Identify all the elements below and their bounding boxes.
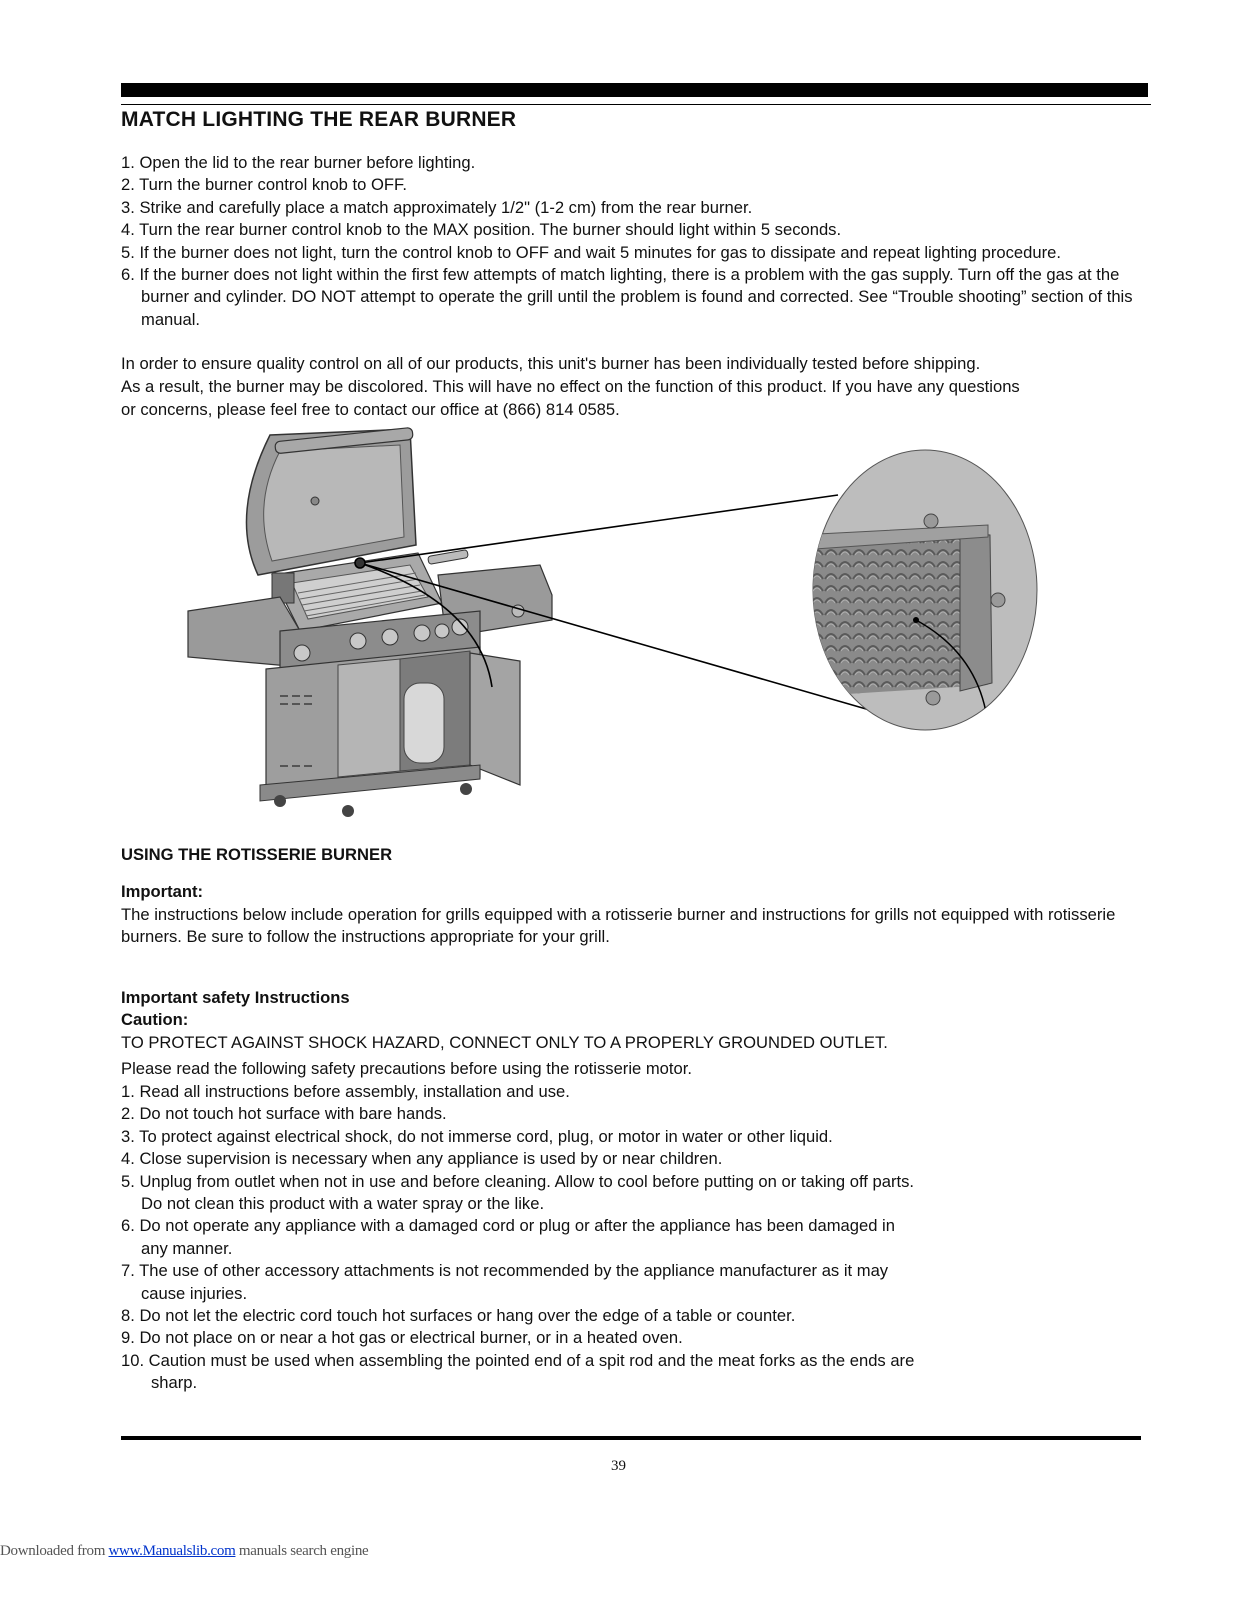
safety-item: 10. Caution must be used when assembling the pointed end of a spit rod and the meat forks as the ends are sharp.: [121, 1350, 915, 1393]
important-label: Important:: [121, 882, 204, 901]
section-title: MATCH LIGHTING THE REAR BURNER: [121, 108, 517, 131]
footer-rule: [121, 1436, 1141, 1440]
quality-note-line: or concerns, please feel free to contact our office at (866) 814 0585.: [121, 399, 620, 419]
quality-note-line: As a result, the burner may be discolored. This will have no effect on the function of this product. If you have any questions: [121, 376, 1020, 396]
download-footer: [0, 1543, 368, 1560]
precaution-intro: Please read the following safety precautions before using the rotisserie motor.: [121, 1059, 692, 1078]
quality-note: [121, 353, 1161, 421]
rotisserie-heading: USING THE ROTISSERIE BURNER: [121, 845, 393, 864]
safety-item: 8. Do not let the electric cord touch hot surfaces or hang over the edge of a table or counter.: [121, 1306, 796, 1326]
safety-item: 9. Do not place on or near a hot gas or electrical burner, or in a heated oven.: [121, 1328, 683, 1348]
lighting-step: 5. If the burner does not light, turn the control knob to OFF and wait 5 minutes for gas to dissipate and repeat lighting procedure.: [121, 242, 1061, 262]
safety-item: 2. Do not touch hot surface with bare hands.: [121, 1104, 447, 1124]
lighting-step: 2. Turn the burner control knob to OFF.: [121, 175, 407, 195]
shock-warning: TO PROTECT AGAINST SHOCK HAZARD, CONNECT ONLY TO A PROPERLY GROUNDED OUTLET.: [121, 1033, 888, 1052]
cabinet: [260, 647, 520, 817]
grill-lid: [246, 427, 416, 575]
manualslib-link[interactable]: www.Manualslib.com: [108, 1543, 236, 1559]
footer-suffix: manuals search engine: [235, 1543, 369, 1559]
page-number: 39: [611, 1458, 626, 1474]
safety-item: 7. The use of other accessory attachments is not recommended by the appliance manufacturer as it may cause injuries.: [121, 1261, 889, 1303]
lighting-step: 1. Open the lid to the rear burner before lighting.: [121, 153, 476, 172]
safety-item: 3. To protect against electrical shock, do not immerse cord, plug, or motor in water or other liquid.: [121, 1126, 833, 1146]
lighting-steps: [121, 152, 1161, 331]
quality-note-line: In order to ensure quality control on all of our products, this unit's burner has been individually tested before shipping.: [121, 354, 981, 373]
safety-item: 6. Do not operate any appliance with a damaged cord or plug or after the appliance has been damaged in any manner.: [121, 1216, 895, 1258]
caution-label: Caution:: [121, 1010, 189, 1029]
safety-list: [121, 1081, 921, 1395]
lighting-step: 6. If the burner does not light within the first few attempts of match lighting, there is a problem with the gas supply. Turn off the gas at the burner and cylinder. DO NOT attempt to operate the grill until the problem is found and corrected. See “Trouble shooting” section of this manual.: [121, 265, 1133, 329]
footer-prefix: Downloaded from: [0, 1543, 109, 1559]
lighting-step: 3. Strike and carefully place a match approximately 1/2" (1-2 cm) from the rear burner.: [121, 197, 753, 217]
rear-burner-detail: [800, 450, 1037, 730]
safety-item: 5. Unplug from outlet when not in use and before cleaning. Allow to cool before putting on or taking off parts. Do not clean this product with a water spray or the like.: [121, 1171, 915, 1214]
safety-title: Important safety Instructions: [121, 988, 350, 1007]
safety-item: 4. Close supervision is necessary when any appliance is used by or near children.: [121, 1149, 723, 1169]
important-text: The instructions below include operation for grills equipped with a rotisserie burner and instructions for grills not equipped with rotisserie burners. Be sure to follow the instructions appropriate for your grill.: [121, 905, 1116, 947]
safety-item: 1. Read all instructions before assembly, installation and use.: [121, 1082, 570, 1101]
grill-illustration: [180, 425, 1060, 825]
header-bar: [121, 83, 1148, 97]
header-rule: [121, 104, 1151, 105]
lighting-step: 4. Turn the rear burner control knob to the MAX position. The burner should light within 5 seconds.: [121, 220, 842, 240]
